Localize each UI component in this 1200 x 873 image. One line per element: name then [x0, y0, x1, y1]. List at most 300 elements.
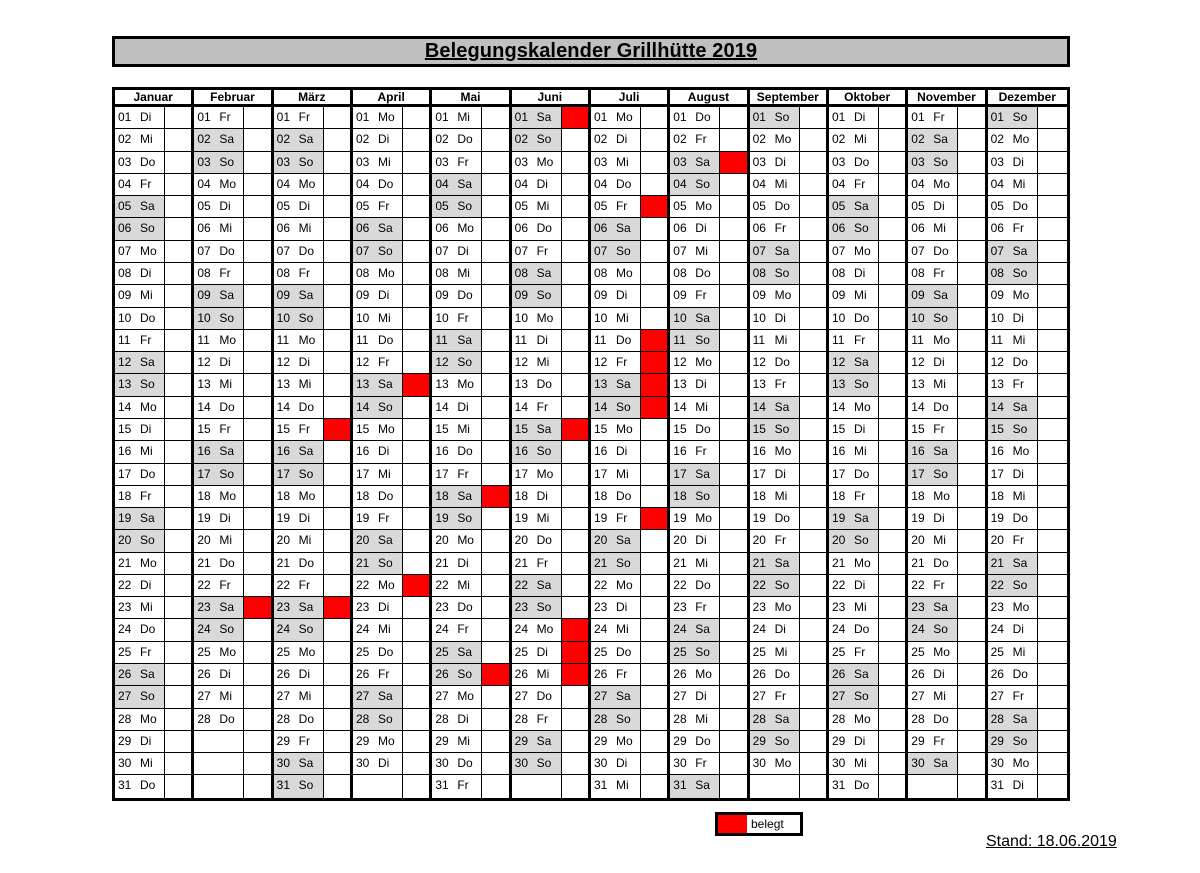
day-status	[720, 619, 746, 640]
weekday-label: Di	[298, 199, 310, 214]
day-row	[908, 241, 984, 263]
day-status	[403, 129, 429, 150]
day-date	[829, 174, 879, 195]
day-date	[829, 709, 879, 730]
day-date	[670, 575, 720, 596]
day-date	[194, 775, 244, 797]
day-date	[274, 152, 324, 173]
day-row	[274, 285, 350, 307]
day-row	[512, 374, 588, 396]
day-status	[244, 263, 270, 284]
day-status	[1038, 374, 1067, 395]
day-status	[562, 397, 588, 418]
day-number: 03	[911, 154, 925, 169]
day-date	[908, 642, 958, 663]
weekday-label: Sa	[377, 377, 393, 392]
day-row	[908, 308, 984, 330]
day-date	[670, 308, 720, 329]
weekday-label: Mo	[774, 288, 792, 303]
weekday-label: Sa	[536, 421, 552, 436]
day-status	[562, 575, 588, 596]
day-status	[562, 753, 588, 774]
weekday-label: Mo	[536, 154, 554, 169]
month-column	[274, 90, 353, 798]
day-status	[562, 308, 588, 329]
weekday-label: Mo	[1012, 132, 1030, 147]
weekday-label: Di	[615, 600, 628, 615]
day-number: 19	[197, 511, 211, 526]
day-date	[670, 508, 720, 529]
day-date	[908, 218, 958, 239]
day-row	[115, 218, 191, 240]
day-row	[512, 196, 588, 218]
day-number: 03	[831, 154, 846, 169]
day-date	[670, 152, 720, 173]
day-number: 10	[118, 310, 132, 325]
day-status	[482, 553, 508, 574]
day-status	[482, 285, 508, 306]
weekday-label: Sa	[1012, 711, 1028, 726]
day-number: 31	[435, 778, 449, 793]
weekday-label: Di	[457, 243, 469, 258]
weekday-label: Do	[853, 310, 870, 325]
weekday-label: Mo	[140, 243, 157, 258]
weekday-label: Do	[536, 689, 552, 704]
day-row	[274, 397, 350, 419]
day-row	[908, 619, 984, 641]
day-number: 25	[831, 644, 846, 659]
day-status	[1038, 152, 1067, 173]
day-number: 27	[593, 689, 608, 704]
weekday-label: Fr	[377, 355, 390, 370]
day-number: 09	[118, 288, 132, 303]
day-number: 24	[355, 622, 370, 637]
day-number: 05	[355, 199, 370, 214]
day-row	[512, 619, 588, 641]
day-row	[591, 508, 667, 530]
day-status	[244, 575, 270, 596]
day-row	[670, 152, 746, 174]
day-number: 10	[435, 310, 449, 325]
day-date	[274, 775, 324, 797]
weekday-label: Mi	[933, 221, 946, 236]
day-row	[274, 308, 350, 330]
day-date	[829, 330, 879, 351]
weekday-label: So	[933, 622, 948, 637]
day-date	[750, 664, 800, 685]
day-number: 08	[197, 265, 211, 280]
day-number: 06	[276, 221, 291, 236]
day-number: 09	[355, 288, 370, 303]
weekday-label: Sa	[219, 600, 235, 615]
day-row	[908, 263, 984, 285]
legend-label: belegt	[751, 817, 784, 831]
weekday-label: So	[695, 332, 710, 347]
day-number: 27	[355, 689, 370, 704]
day-status	[1038, 530, 1067, 551]
day-status	[879, 330, 905, 351]
day-number: 23	[673, 600, 687, 615]
month-column	[908, 90, 987, 798]
day-date	[353, 263, 403, 284]
day-number: 21	[197, 555, 211, 570]
day-row	[908, 352, 984, 374]
day-number: 24	[752, 622, 766, 637]
day-date	[591, 308, 641, 329]
weekday-label: Sa	[1012, 399, 1028, 414]
day-status	[879, 419, 905, 440]
day-row	[988, 107, 1067, 129]
weekday-label: So	[615, 555, 631, 570]
weekday-label: Di	[377, 288, 390, 303]
day-row	[670, 308, 746, 330]
day-date	[750, 686, 800, 707]
day-date	[988, 129, 1038, 150]
day-number: 18	[593, 488, 608, 503]
weekday-label: So	[695, 644, 710, 659]
weekday-label: Mo	[377, 110, 395, 124]
day-row	[115, 441, 191, 463]
weekday-label: Fr	[457, 310, 469, 325]
day-row	[432, 441, 508, 463]
day-date	[908, 107, 958, 128]
booked-marker	[562, 619, 588, 640]
day-number: 20	[197, 533, 211, 548]
day-status	[165, 241, 191, 262]
day-number: 06	[752, 221, 766, 236]
day-row	[274, 374, 350, 396]
day-date	[274, 642, 324, 663]
day-number: 17	[118, 466, 132, 481]
day-row	[512, 464, 588, 486]
day-status	[958, 263, 984, 284]
weekday-label: Do	[298, 243, 314, 258]
weekday-label: Sa	[298, 132, 314, 147]
day-status	[1038, 753, 1067, 774]
day-status	[244, 196, 270, 217]
day-date	[194, 464, 244, 485]
day-row	[194, 597, 270, 619]
day-status	[562, 285, 588, 306]
day-date	[988, 619, 1038, 640]
day-row	[432, 107, 508, 129]
weekday-label: Di	[298, 667, 310, 682]
day-row	[988, 753, 1067, 775]
day-row	[988, 441, 1067, 463]
day-date	[829, 397, 879, 418]
weekday-label: Sa	[377, 221, 393, 236]
weekday-label: Fr	[298, 577, 310, 592]
day-status	[958, 575, 984, 596]
day-status	[958, 619, 984, 640]
day-row	[194, 753, 270, 775]
weekday-label: Mo	[377, 733, 395, 748]
day-number: 01	[197, 110, 211, 124]
day-status	[562, 129, 588, 150]
day-date	[432, 174, 482, 195]
day-status	[165, 308, 191, 329]
weekday-label: Sa	[1012, 555, 1028, 570]
day-date	[115, 352, 165, 373]
day-row	[432, 642, 508, 664]
weekday-label: So	[140, 689, 155, 704]
weekday-label: Mi	[615, 622, 629, 637]
weekday-label: Sa	[695, 622, 710, 637]
weekday-label: Do	[140, 466, 156, 481]
month-header: Mai	[432, 90, 508, 107]
day-row	[432, 330, 508, 352]
day-date	[988, 731, 1038, 752]
day-status	[324, 308, 350, 329]
day-row	[829, 464, 905, 486]
weekday-label: Mo	[298, 176, 316, 191]
day-number: 15	[911, 421, 925, 436]
day-status	[482, 397, 508, 418]
day-date	[829, 263, 879, 284]
weekday-label: Sa	[298, 756, 314, 771]
day-date	[591, 597, 641, 618]
weekday-label: Mi	[853, 600, 867, 615]
day-number: 11	[911, 332, 924, 347]
day-row	[988, 508, 1067, 530]
day-row	[750, 775, 826, 797]
day-row	[115, 374, 191, 396]
day-date	[274, 553, 324, 574]
day-date	[274, 664, 324, 685]
day-date	[829, 642, 879, 663]
day-status	[720, 597, 746, 618]
day-status	[324, 619, 350, 640]
day-row	[432, 553, 508, 575]
day-number: 05	[911, 199, 925, 214]
day-number: 04	[355, 176, 370, 191]
day-row	[353, 530, 429, 552]
weekday-label: Do	[1012, 511, 1028, 526]
month-column	[194, 90, 273, 798]
day-status	[800, 575, 826, 596]
weekday-label: Sa	[695, 778, 710, 793]
day-row	[829, 441, 905, 463]
weekday-label: Mo	[933, 644, 950, 659]
day-status	[1038, 464, 1067, 485]
weekday-label: Fr	[140, 176, 152, 191]
day-status	[958, 107, 984, 128]
weekday-label: Di	[377, 444, 390, 459]
day-row	[432, 152, 508, 174]
day-status	[720, 486, 746, 507]
day-number: 13	[593, 377, 608, 392]
day-status	[720, 575, 746, 596]
day-number: 21	[752, 555, 766, 570]
booked-marker	[641, 196, 667, 217]
day-date	[353, 107, 403, 128]
day-number: 28	[276, 711, 291, 726]
day-row	[750, 530, 826, 552]
weekday-label: Di	[1012, 622, 1024, 637]
day-date	[512, 441, 562, 462]
day-number: 26	[752, 667, 766, 682]
day-number: 07	[197, 243, 211, 258]
day-number: 19	[118, 511, 132, 526]
day-status	[324, 575, 350, 596]
weekday-label: Fr	[457, 466, 469, 481]
day-date	[512, 129, 562, 150]
weekday-label: Do	[219, 399, 235, 414]
day-number: 29	[673, 733, 687, 748]
day-date	[432, 686, 482, 707]
day-status	[1038, 107, 1067, 128]
day-row	[115, 664, 191, 686]
day-number: 27	[276, 689, 291, 704]
day-number: 22	[673, 577, 687, 592]
day-status	[165, 419, 191, 440]
weekday-label: Fr	[377, 199, 390, 214]
day-status	[1038, 664, 1067, 685]
day-status	[562, 508, 588, 529]
day-date	[353, 397, 403, 418]
day-date	[750, 464, 800, 485]
day-row	[829, 530, 905, 552]
day-number: 18	[514, 488, 528, 503]
day-row	[670, 530, 746, 552]
day-row	[670, 575, 746, 597]
day-date	[432, 731, 482, 752]
day-status	[562, 464, 588, 485]
day-row	[115, 753, 191, 775]
day-date	[750, 775, 800, 797]
day-date	[353, 129, 403, 150]
day-status	[165, 218, 191, 239]
weekday-label: Do	[298, 711, 314, 726]
day-row	[908, 218, 984, 240]
day-status	[324, 486, 350, 507]
weekday-label: Di	[377, 756, 390, 771]
weekday-label: Mi	[140, 132, 153, 147]
day-row	[194, 664, 270, 686]
day-number: 20	[355, 533, 370, 548]
day-status	[641, 152, 667, 173]
day-number: 12	[355, 355, 370, 370]
day-status	[958, 374, 984, 395]
day-row	[829, 619, 905, 641]
day-status	[879, 731, 905, 752]
day-row	[115, 686, 191, 708]
day-date	[670, 241, 720, 262]
weekday-label: Di	[536, 488, 548, 503]
day-date	[512, 709, 562, 730]
day-row	[115, 486, 191, 508]
weekday-label: Fr	[853, 176, 866, 191]
day-row	[670, 374, 746, 396]
day-number: 18	[831, 488, 846, 503]
day-status	[403, 152, 429, 173]
day-number: 02	[355, 132, 370, 147]
day-row	[512, 686, 588, 708]
month-header: Dezember	[988, 90, 1067, 107]
month-header: Juli	[591, 90, 667, 107]
day-date	[591, 464, 641, 485]
day-date	[670, 731, 720, 752]
day-row	[512, 441, 588, 463]
day-date	[115, 174, 165, 195]
day-row	[353, 263, 429, 285]
weekday-label: Fr	[853, 644, 866, 659]
day-date	[432, 441, 482, 462]
weekday-label: Mo	[457, 377, 474, 392]
weekday-label: Sa	[933, 288, 948, 303]
day-status	[244, 709, 270, 730]
day-number: 16	[355, 444, 370, 459]
day-number: 11	[355, 332, 369, 347]
day-row	[750, 152, 826, 174]
day-status	[324, 709, 350, 730]
day-date	[670, 441, 720, 462]
weekday-label: Di	[695, 377, 707, 392]
day-status	[165, 263, 191, 284]
day-number: 28	[593, 711, 608, 726]
day-number: 14	[276, 399, 291, 414]
day-row	[829, 597, 905, 619]
day-status	[324, 464, 350, 485]
day-status	[244, 642, 270, 663]
day-number: 19	[673, 511, 687, 526]
day-status	[879, 464, 905, 485]
weekday-label: Di	[615, 444, 628, 459]
day-row	[908, 441, 984, 463]
day-date	[829, 619, 879, 640]
day-status	[482, 709, 508, 730]
day-number: 06	[593, 221, 608, 236]
day-row	[591, 196, 667, 218]
day-row	[591, 709, 667, 731]
day-status	[879, 753, 905, 774]
day-status	[879, 664, 905, 685]
day-date	[591, 575, 641, 596]
day-row	[115, 508, 191, 530]
day-number: 09	[514, 288, 528, 303]
day-date	[908, 508, 958, 529]
weekday-label: So	[536, 756, 552, 771]
day-status	[958, 731, 984, 752]
day-date	[591, 642, 641, 663]
day-row	[670, 263, 746, 285]
day-status	[324, 397, 350, 418]
day-number: 27	[990, 689, 1004, 704]
weekday-label: Mi	[853, 444, 867, 459]
day-status	[403, 553, 429, 574]
day-row	[115, 152, 191, 174]
day-date	[988, 753, 1038, 774]
booked-marker	[562, 107, 588, 128]
weekday-label: Mo	[536, 466, 554, 481]
day-row	[353, 553, 429, 575]
weekday-label: Mo	[457, 533, 474, 548]
day-number: 31	[593, 778, 608, 793]
day-number: 10	[197, 310, 211, 325]
day-status	[958, 508, 984, 529]
day-number: 12	[990, 355, 1004, 370]
day-number: 21	[990, 555, 1004, 570]
day-status	[720, 174, 746, 195]
day-status	[482, 218, 508, 239]
day-date	[988, 597, 1038, 618]
weekday-label: Do	[853, 154, 870, 169]
weekday-label: Do	[1012, 355, 1028, 370]
weekday-label: Do	[536, 221, 552, 236]
day-status	[482, 441, 508, 462]
day-number: 24	[673, 622, 687, 637]
day-number: 07	[435, 243, 449, 258]
